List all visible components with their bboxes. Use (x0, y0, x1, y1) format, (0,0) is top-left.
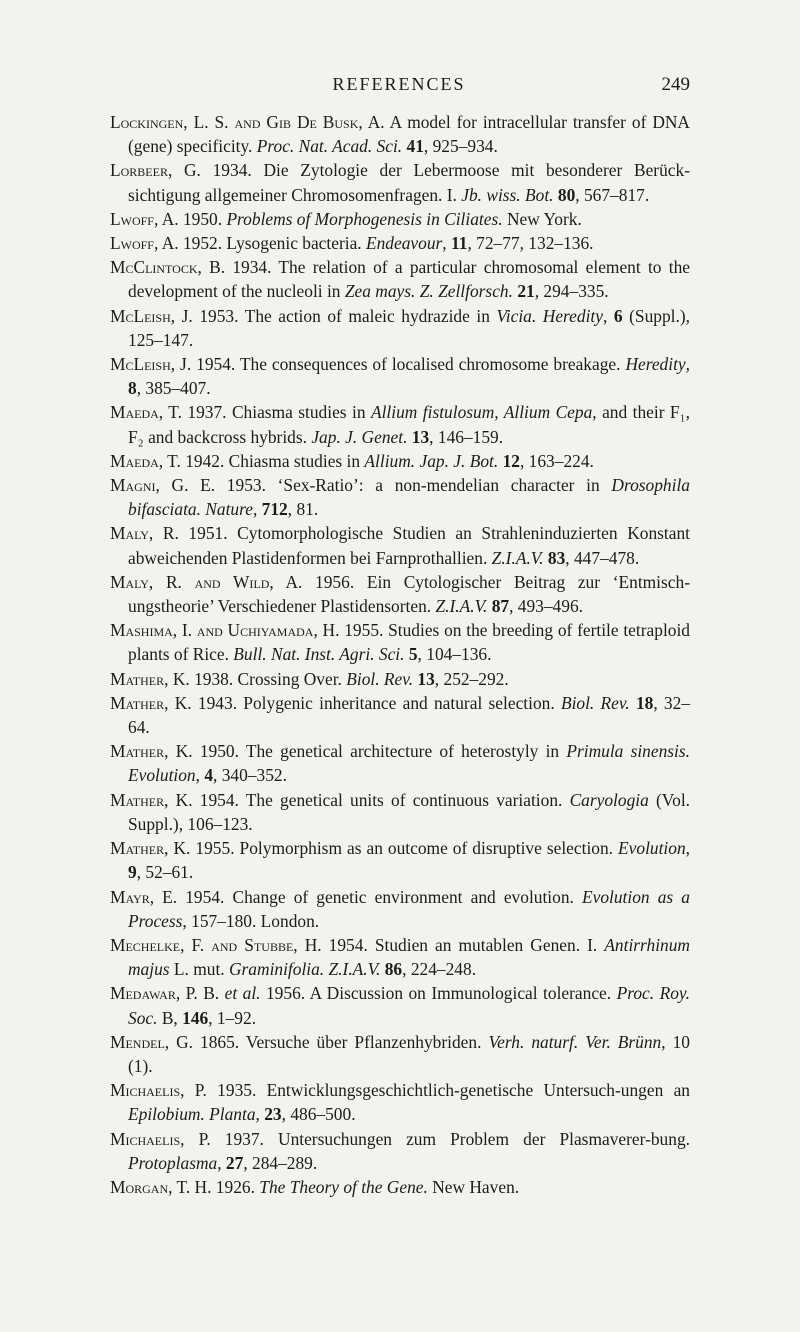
ref-italic: Jb. wiss. Bot. (461, 184, 554, 205)
reference-entry (110, 231, 690, 255)
ref-text: , 1–92. (208, 1007, 257, 1028)
ref-author: Lwoff, A. (110, 233, 179, 254)
ref-italic: Proc. Roy. Soc. (128, 983, 690, 1028)
ref-volume: 8 (128, 378, 137, 399)
ref-volume: 87 (491, 596, 510, 617)
reference-entry (110, 570, 690, 618)
ref-text: 1955. Studies on the breeding of fertile tetraploid plants of Rice. (128, 620, 690, 665)
ref-author: Magni, G. E. (110, 475, 216, 496)
ref-text: , 32–64. (128, 692, 691, 738)
reference-list (110, 110, 690, 1199)
ref-text: , 72–77, 132–136. (467, 233, 594, 254)
reference-entry (110, 885, 690, 933)
ref-text: 1954. The consequences of localised chromosome breakage. (191, 354, 626, 375)
reference-entry (110, 352, 690, 400)
ref-italic: The Theory of the Gene. (259, 1176, 428, 1197)
ref-italic: Vicia. Heredity (496, 305, 603, 326)
ref-italic: Heredity (625, 354, 686, 375)
ref-italic: Z.I.A.V. (435, 596, 488, 617)
ref-text: 1934. Die Zytologie der Lebermoose mit besonderer Berück-sichtigung allgemeiner Chromosomenfragen. I. (128, 160, 690, 205)
ref-text: , (252, 499, 262, 520)
ref-author: Maeda, T. (110, 402, 182, 423)
ref-volume: 83 (547, 547, 566, 568)
ref-author: Mather, K. (110, 741, 193, 762)
ref-text: , 104–136. (417, 644, 492, 665)
ref-volume: 712 (261, 499, 288, 520)
ref-author: McClintock, B. (110, 257, 226, 278)
ref-text: 1934. The relation of a particular chromosomal element to the development of the nucleoli in (128, 257, 690, 302)
reference-entry (110, 1078, 690, 1126)
ref-italic: Antirrhinum majus (128, 934, 690, 980)
reference-entry (110, 788, 690, 836)
ref-text: 1955. Polymorphism as an outcome of disruptive selection. (190, 838, 619, 859)
ref-italic: Evolution (618, 838, 686, 859)
ref-author: Maeda, T. (110, 450, 181, 471)
ref-italic: Verh. naturf. Ver. Brünn (488, 1031, 662, 1052)
ref-volume: 13 (411, 426, 430, 447)
reference-entry (110, 933, 690, 981)
ref-author: Mather, K. (110, 789, 193, 810)
ref-volume: 18 (635, 692, 654, 713)
ref-volume: 4 (204, 765, 214, 786)
ref-text: , 486–500. (281, 1104, 356, 1125)
ref-italic: Proc. Nat. Acad. Sci. (256, 136, 403, 157)
ref-italic: Zea mays. Z. Zellforsch. (344, 281, 513, 302)
ref-author: Lockingen, L. S. and Gib De Busk, A. (110, 112, 385, 132)
ref-author: Maly, R. (110, 523, 179, 544)
ref-text: , 252–292. (434, 668, 509, 689)
reference-entry (110, 739, 690, 787)
ref-volume: 41 (406, 136, 424, 157)
ref-text: 1937. Untersuchungen zum Problem der Plasmaverer-bung. (210, 1128, 690, 1149)
ref-text: 1953. ‘Sex-Ratio’: a non-mendelian character in (215, 475, 612, 496)
reference-entry (110, 981, 690, 1029)
ref-volume: 80 (557, 184, 576, 205)
ref-italic: Protoplasma (128, 1152, 218, 1173)
ref-text: (Vol. Suppl.), 106–123. (128, 789, 690, 834)
ref-author: Morgan, T. H. (110, 1176, 212, 1197)
ref-text: 1950. The genetical architecture of heterostyly in (192, 741, 567, 762)
reference-entry (110, 473, 690, 521)
ref-text: , 224–248. (402, 959, 477, 980)
ref-text: , 157–180. London. (182, 910, 320, 931)
ref-text: L. mut. (169, 959, 229, 980)
ref-text: , 493–496. (509, 596, 583, 617)
ref-author: Maly, R. and Wild, A. (110, 571, 303, 592)
ref-text: 1865. Versuche über Pflanzenhybriden. (193, 1031, 489, 1052)
running-title: REFERENCES (332, 74, 466, 94)
ref-italic: Endeavour (365, 233, 443, 254)
ref-text: 1942. Chiasma studies in (180, 450, 365, 471)
ref-text: , (685, 354, 690, 375)
ref-text: 1926. (211, 1176, 260, 1197)
ref-text: 1953. The action of maleic hydrazide in (192, 305, 497, 326)
ref-italic: Jap. J. Genet. (311, 426, 408, 447)
page-header (108, 74, 690, 102)
ref-text: New York. (502, 208, 582, 229)
ref-italic: Evolution as a Process (128, 886, 690, 931)
ref-text: , (602, 305, 614, 326)
ref-italic: Biol. Rev. (346, 668, 414, 689)
ref-italic: Caryologia (569, 789, 649, 810)
ref-text: 1956. Ein Cytologischer Beitrag zur ‘Entmisch-ungstheorie’ Verschiedener Plastidensorten. (128, 571, 690, 617)
ref-italic: Drosophila bifasciata. Nature (128, 475, 690, 520)
ref-text: 1950. (178, 208, 227, 229)
ref-volume: 21 (517, 281, 535, 302)
ref-author: Mechelke, F. and Stubbe, H. (110, 934, 322, 955)
ref-text: , (195, 765, 205, 786)
ref-author: Michaelis, P. (110, 1080, 207, 1101)
reference-entry (110, 1030, 690, 1078)
ref-text: , 447–478. (565, 547, 640, 568)
ref-text: , 163–224. (519, 450, 594, 471)
ref-text: 1954. The genetical units of continuous variation. (192, 789, 570, 810)
ref-author: McLeish, J. (110, 354, 192, 375)
ref-author: Lorbeer, G. (110, 160, 201, 181)
reference-entry (110, 836, 690, 884)
ref-author: Lwoff, A. (110, 208, 179, 229)
ref-text: , 925–934. (423, 136, 498, 157)
ref-author: Michaelis, P. (110, 1128, 211, 1149)
reference-entry (110, 158, 690, 206)
ref-text: 1956. A Discussion on Immunological tolerance. (260, 983, 617, 1004)
ref-italic: Biol. Rev. (560, 692, 630, 713)
ref-volume: 11 (451, 233, 468, 254)
ref-italic: Graminifolia. Z.I.A.V. (228, 959, 381, 980)
ref-text: , 81. (287, 499, 319, 520)
reference-entry (110, 618, 690, 666)
ref-text: 1952. Lysogenic bacteria. (178, 233, 366, 254)
ref-text: B, (157, 1007, 183, 1028)
ref-italic: Z.I.A.V. (491, 547, 544, 568)
ref-author: Mather, K. (110, 692, 192, 713)
ref-volume: 86 (384, 959, 403, 980)
ref-volume: 9 (128, 862, 137, 883)
ref-text: , 146–159. (429, 426, 504, 447)
ref-author: Mashima, I. and Uchiyamada, H. (110, 620, 340, 641)
ref-text: (Suppl.), 125–147. (128, 305, 690, 350)
ref-volume: 23 (264, 1104, 282, 1125)
reference-entry (110, 1127, 690, 1175)
ref-italic: Problems of Morphogenesis in Ciliates. (226, 208, 503, 229)
ref-text: , 294–335. (534, 281, 609, 302)
ref-author: Mayr, E. (110, 886, 178, 907)
page-number: 249 (661, 74, 690, 95)
ref-text: 1954. Change of genetic environment and evolution. (177, 886, 582, 907)
ref-text: 1935. Entwicklungsgeschichtlich-genetische Untersuch-ungen an (206, 1080, 690, 1101)
ref-italic: Primula sinensis. Evolution (128, 741, 690, 786)
ref-author: Mather, K. (110, 668, 190, 689)
ref-text: , 52–61. (136, 862, 194, 883)
ref-italic: Epilobium. Planta (128, 1104, 256, 1125)
reference-entry (110, 255, 690, 303)
ref-volume: 6 (613, 305, 623, 326)
ref-text: , 340–352. (213, 765, 287, 786)
ref-text: , (685, 838, 691, 859)
reference-entry (110, 110, 690, 158)
ref-text: , 385–407. (136, 378, 211, 399)
ref-volume: 13 (417, 668, 435, 689)
ref-author: McLeish, J. (110, 305, 193, 326)
ref-italic: Bull. Nat. Inst. Agri. Sci. (233, 644, 405, 665)
reference-entry (110, 1175, 690, 1199)
ref-author: Mendel, G. (110, 1031, 194, 1052)
ref-text: 1951. Cytomorphologische Studien an Strahleninduzierten Konstant abweichenden Plastidenformen bei Farnprothallien. (128, 523, 690, 568)
reference-entry (110, 400, 690, 448)
reference-entry (110, 207, 690, 231)
reference-entry (110, 449, 690, 473)
ref-text: , (442, 233, 451, 254)
ref-text: , (255, 1104, 265, 1125)
ref-text: , and their F₁, F₂ and backcross hybrids. (128, 402, 691, 447)
reference-entry (110, 691, 690, 739)
ref-text: 1938. Crossing Over. (189, 668, 347, 689)
reference-entry (110, 304, 690, 352)
reference-entry (110, 667, 690, 691)
ref-text: , 567–817. (575, 184, 650, 205)
ref-text: , (217, 1152, 226, 1173)
ref-italic: et al. (224, 983, 261, 1004)
ref-text: 1943. Polygenic inheritance and natural selection. (191, 692, 561, 713)
ref-author: Mather, K. (110, 838, 191, 859)
ref-volume: 12 (502, 450, 520, 471)
ref-volume: 27 (225, 1152, 244, 1173)
ref-text: 1954. Studien an mutablen Genen. I. (321, 934, 605, 955)
ref-italic: Allium. Jap. J. Bot. (364, 450, 499, 471)
ref-italic: Allium fistulosum, Allium Cepa (370, 402, 593, 423)
ref-text: A model for intracellular transfer of DNA (gene) specificity. (128, 112, 690, 157)
reference-entry (110, 521, 690, 569)
ref-volume: 5 (408, 644, 418, 665)
ref-text: 1937. Chiasma studies in (181, 402, 371, 423)
ref-text: , 284–289. (243, 1152, 318, 1173)
ref-author: Medawar, P. B. (110, 983, 220, 1004)
ref-volume: 146 (182, 1007, 209, 1028)
ref-text: New Haven. (427, 1176, 520, 1197)
ref-text: , 10 (1). (128, 1031, 690, 1076)
